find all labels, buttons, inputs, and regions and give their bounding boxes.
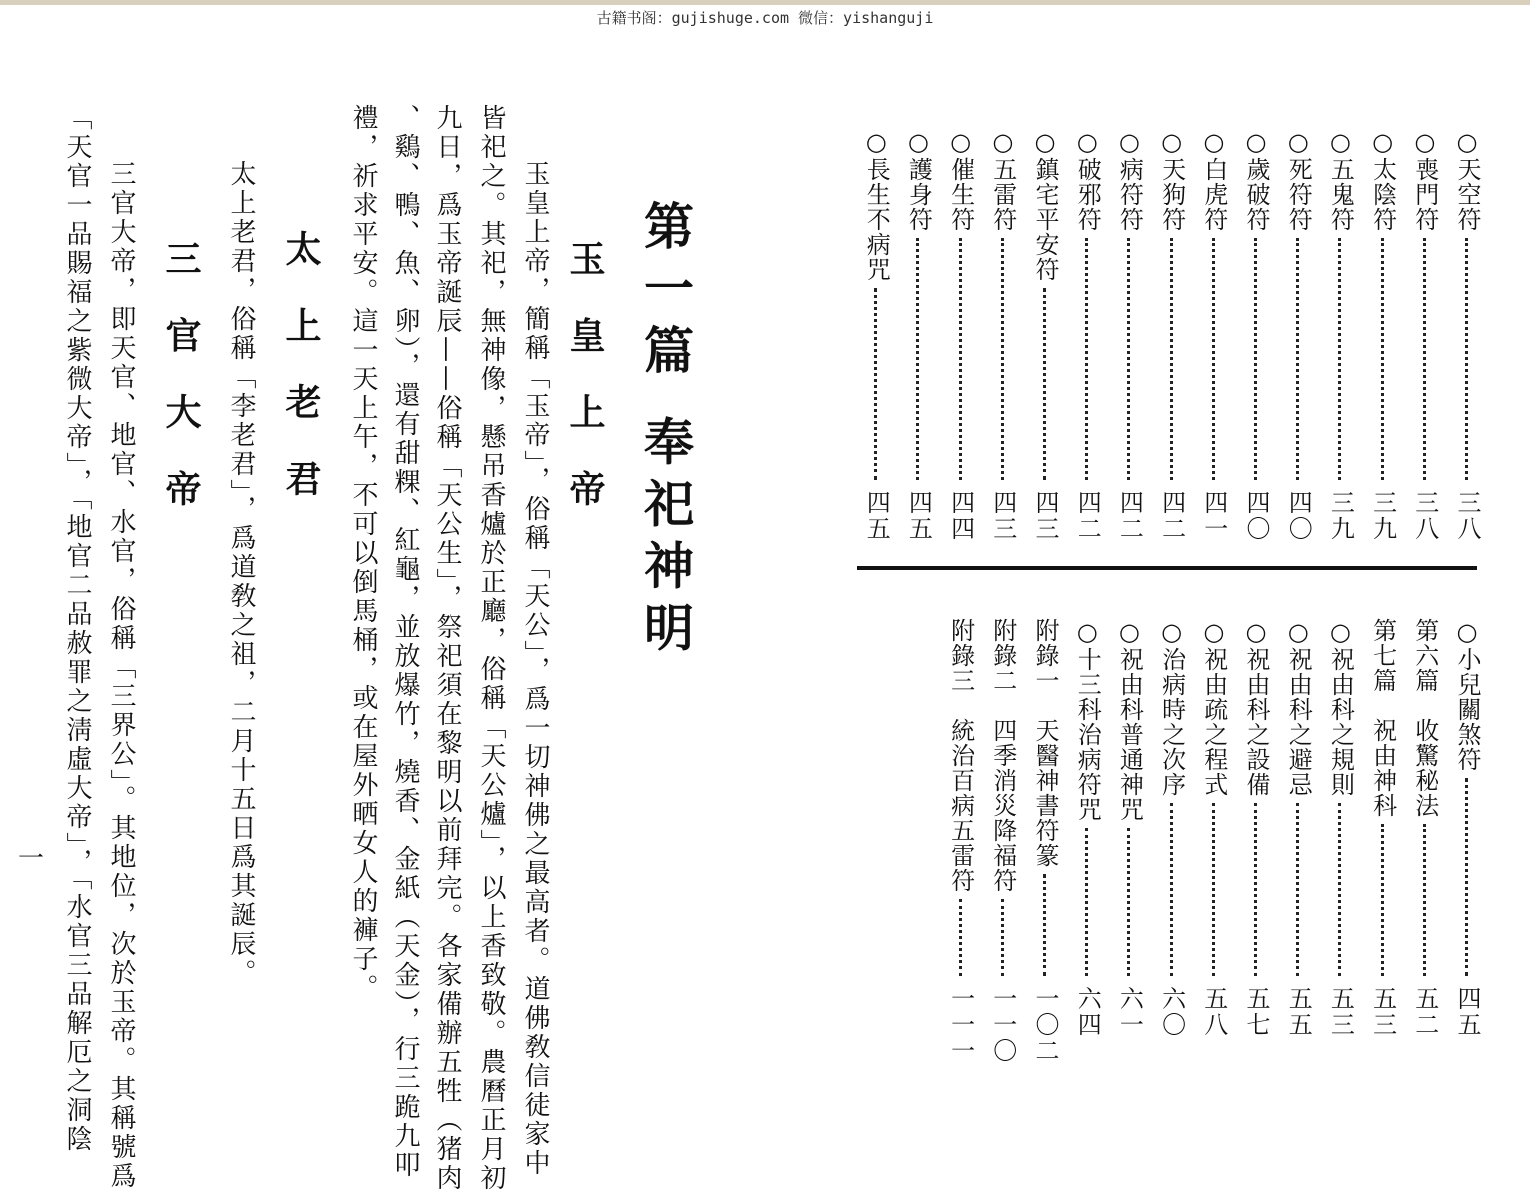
- toc-entry-label: ○祝由科之避忌: [1284, 618, 1313, 797]
- toc-leader-dots: [1170, 238, 1173, 480]
- body-line: 九日，爲玉帝誕辰——俗稱「天公生」，祭祀須在黎明以前拜完。各家備辦五牲（猪肉: [432, 104, 462, 1193]
- toc-entry-label: ○白虎符: [1199, 128, 1228, 232]
- toc-leader-dots: [1212, 238, 1215, 480]
- toc-entry-page: 四〇: [1242, 490, 1270, 542]
- toc-entry-page: 四五: [862, 490, 891, 542]
- toc-entry-label: ○護身符: [904, 128, 933, 232]
- toc-leader-dots: [1043, 288, 1046, 480]
- toc-entry-label: ○祝由科普通神咒: [1115, 618, 1144, 822]
- toc-entry-label: ○五鬼符: [1326, 128, 1355, 232]
- toc-entry-label: ○小兒關煞符: [1453, 618, 1481, 772]
- toc-entry-page: 四五: [904, 490, 933, 542]
- toc-entry-page: 四五: [1453, 986, 1481, 1038]
- toc-leader-dots: [1127, 238, 1130, 480]
- toc-leader-dots: [1254, 238, 1257, 480]
- body-line: 太上老君，俗稱「李老君」，爲道敎之祖，二月十五日爲其誕辰。: [226, 160, 256, 988]
- toc-entry-label: ○祝由科之規則: [1326, 618, 1355, 797]
- toc-entry-page: 四三: [988, 490, 1017, 542]
- toc-entry-label: ○死符符: [1284, 128, 1313, 232]
- toc-entry-page: 三八: [1410, 490, 1439, 542]
- toc-leader-dots: [959, 238, 962, 480]
- toc-leader-dots: [1212, 803, 1215, 976]
- toc-leader-dots: [1127, 828, 1130, 976]
- toc-entry-page: 一〇二: [1031, 986, 1059, 1064]
- toc-entry-label: ○病符符: [1115, 128, 1144, 232]
- toc-entry-page: 四〇: [1284, 490, 1313, 542]
- toc-leader-dots: [1423, 238, 1426, 480]
- toc-leader-dots: [1338, 238, 1341, 480]
- toc-entry-page: 四四: [946, 490, 975, 542]
- toc-entry-label: ○歲破符: [1242, 128, 1270, 232]
- toc-leader-dots: [1085, 238, 1088, 480]
- toc-entry-page: 四一: [1199, 490, 1228, 542]
- page-number: 一: [18, 844, 45, 874]
- toc-entry-page: 五三: [1368, 986, 1397, 1038]
- toc-entry-label: ○天空符: [1453, 128, 1481, 232]
- toc-leader-dots: [1465, 778, 1468, 976]
- toc-entry-page: 四二: [1115, 490, 1144, 542]
- toc-entry-label: ○破邪符: [1073, 128, 1102, 232]
- toc-leader-dots: [916, 238, 919, 480]
- toc-entry-page: 五五: [1284, 986, 1313, 1038]
- toc-leader-dots: [959, 899, 962, 976]
- section-heading-laojun: 太 上 老 君: [280, 230, 322, 510]
- toc-entry-page: 三九: [1368, 490, 1397, 542]
- body-line: 皆祀之。其祀，無神像，懸吊香爐於正廳，俗稱「天公爐」，以上香致敬。農曆正月初: [476, 104, 506, 1193]
- toc-entry-page: 六一: [1115, 986, 1144, 1038]
- toc-entry-label: 附錄一 天醫神書符篆: [1031, 618, 1059, 868]
- toc-entry-page: 五八: [1199, 986, 1228, 1038]
- toc-entry-label: ○十三科治病符咒: [1073, 618, 1102, 822]
- toc-entry-page: 四二: [1073, 490, 1102, 542]
- toc-entry-page: 五二: [1410, 986, 1439, 1038]
- toc-leader-dots: [1423, 824, 1426, 976]
- toc-entry-page: 一一一: [946, 986, 975, 1064]
- toc-entry-label: ○長生不病咒: [862, 128, 891, 282]
- toc-entry-label: 附錄三 統治百病五雷符: [946, 618, 975, 893]
- toc-leader-dots: [1043, 874, 1046, 976]
- toc-entry-label: ○催生符: [946, 128, 975, 232]
- watermark-text: 古籍书阁：gujishuge.com 微信：yishanguji: [596, 9, 934, 27]
- toc-entry-page: 五七: [1242, 986, 1270, 1038]
- toc-entry-label: ○祝由科之設備: [1242, 618, 1270, 797]
- toc-entry-label: 第七篇 祝由神科: [1368, 618, 1397, 818]
- body-line: 、鷄、鴨、魚、卵），還有甜粿、紅龜，並放爆竹，燒香、金紙（天金），行三跪九叩: [390, 104, 420, 1180]
- toc-entry-page: 四三: [1031, 490, 1059, 542]
- toc-entry-label: ○鎮宅平安符: [1031, 128, 1059, 282]
- toc-entry-label: 第六篇 收驚秘法: [1410, 618, 1439, 818]
- toc-leader-dots: [1465, 238, 1468, 480]
- toc-entry-label: ○天狗符: [1157, 128, 1186, 232]
- top-border: [0, 0, 1530, 5]
- body-line: 禮，祈求平安。這一天上午，不可以倒馬桶，或在屋外晒女人的褲子。: [348, 104, 378, 1003]
- toc-leader-dots: [1381, 238, 1384, 480]
- toc-entry-label: 附錄二 四季消災降福符: [988, 618, 1017, 893]
- toc-entry-label: ○祝由疏之程式: [1199, 618, 1228, 797]
- toc-entry-label: ○太陰符: [1368, 128, 1397, 232]
- toc-entry-page: 三九: [1326, 490, 1355, 542]
- toc-leader-dots: [1001, 238, 1004, 480]
- toc-entry-page: 三八: [1453, 490, 1481, 542]
- section-heading-three-officials: 三 官 大 帝: [160, 240, 202, 520]
- toc-leader-dots: [1296, 803, 1299, 976]
- toc-leader-dots: [874, 288, 877, 480]
- body-line: 三官大帝，即天官、地官、水官，俗稱「三界公」。其地位，次於玉帝。其稱號爲: [106, 160, 136, 1191]
- body-line: 玉皇上帝，簡稱「玉帝」，俗稱「天公」，爲一切神佛之最高者。道佛敎信徒家中: [520, 160, 550, 1178]
- toc-entry-page: 四二: [1157, 490, 1186, 542]
- toc-leader-dots: [1170, 803, 1173, 976]
- toc-entry-page: 六〇: [1157, 986, 1186, 1038]
- toc-leader-dots: [1085, 828, 1088, 976]
- toc-entry-label: ○五雷符: [988, 128, 1017, 232]
- toc-divider: [857, 566, 1477, 570]
- toc-entry-label: ○喪門符: [1410, 128, 1439, 232]
- toc-entry-page: 六四: [1073, 986, 1102, 1038]
- body-line: 「天官一品賜福之紫微大帝」，「地官二品赦罪之淸虛大帝」，「水官三品解厄之洞陰: [62, 104, 92, 1154]
- chapter-title: 第一篇 奉祀神明: [636, 200, 695, 664]
- toc-leader-dots: [1296, 238, 1299, 480]
- toc-leader-dots: [1338, 803, 1341, 976]
- toc-leader-dots: [1254, 803, 1257, 976]
- toc-entry-page: 五三: [1326, 986, 1355, 1038]
- toc-leader-dots: [1381, 824, 1384, 976]
- toc-entry-label: ○治病時之次序: [1157, 618, 1186, 797]
- section-heading-jade-emperor: 玉 皇 上 帝: [564, 240, 606, 520]
- toc-entry-page: 一一〇: [988, 986, 1017, 1064]
- toc-leader-dots: [1001, 899, 1004, 976]
